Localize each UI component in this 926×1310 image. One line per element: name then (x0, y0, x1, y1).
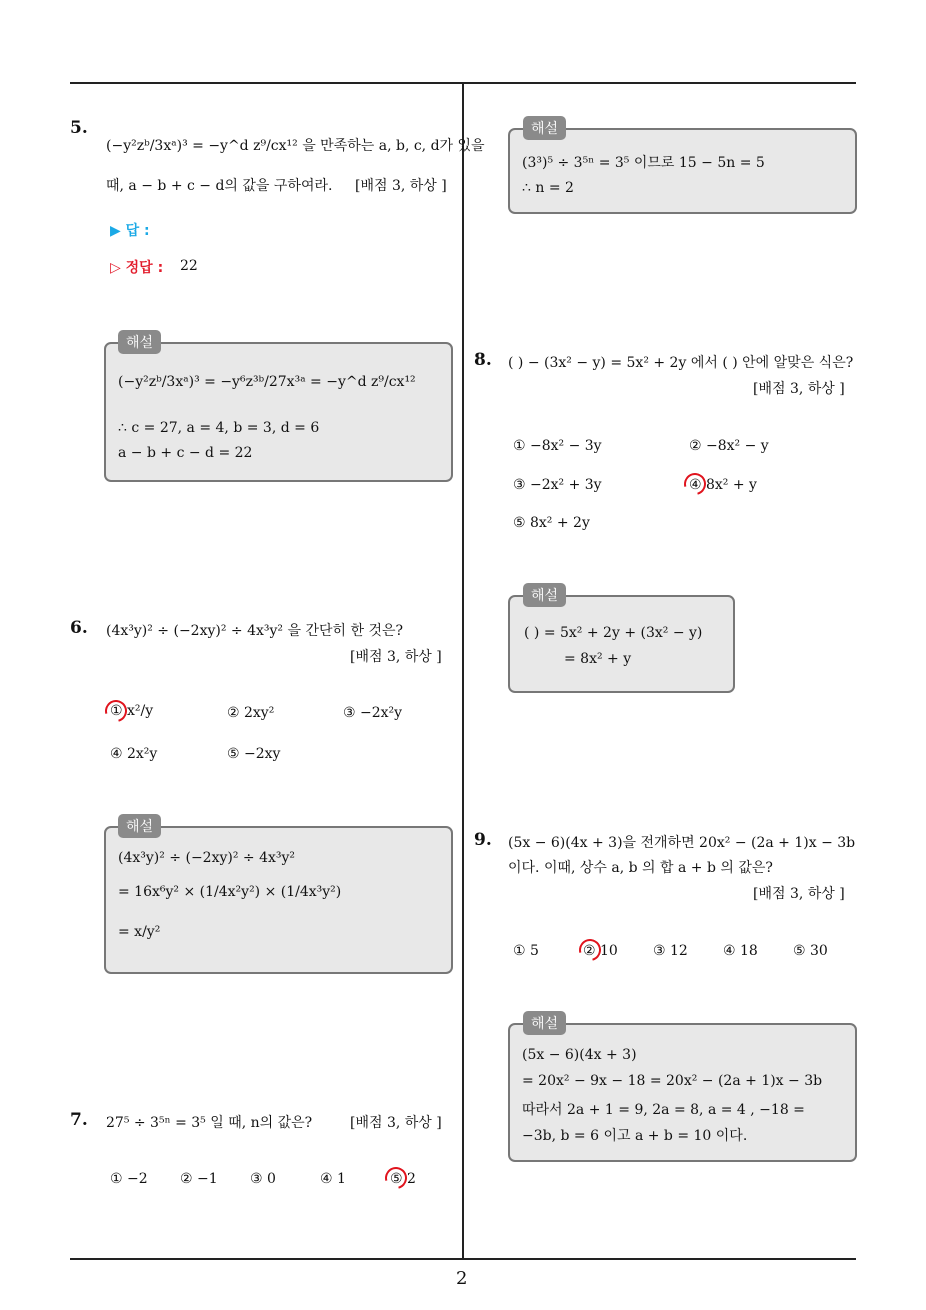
q8-solution-box (508, 595, 735, 693)
q6-sol-line1: (4x³y)² ÷ (−2xy)² ÷ 4x³y² (118, 850, 296, 866)
q9-solution-tag: 해설 (523, 1011, 566, 1035)
q8-choice-2[interactable]: ② −8x² − y (689, 438, 769, 454)
q9-sol-line1: (5x − 6)(4x + 3) (522, 1047, 637, 1063)
q6-choice-4[interactable]: ④ 2x²y (110, 746, 158, 762)
q9-choice-1[interactable]: ① 5 (513, 943, 539, 959)
q9-sol-line2: = 20x² − 9x − 18 = 20x² − (2a + 1)x − 3b (522, 1073, 823, 1089)
q9-choice-5[interactable]: ⑤ 30 (793, 943, 828, 959)
q7-choice-4[interactable]: ④ 1 (320, 1171, 346, 1187)
q8-choice-1[interactable]: ① −8x² − 3y (513, 438, 602, 454)
q6-solution-tag: 해설 (118, 814, 161, 838)
q5-number: 5. (70, 118, 88, 138)
q9-meta: [배점 3, 하상 ] (753, 886, 845, 902)
q6-number: 6. (70, 618, 88, 638)
q9-solution-box (508, 1023, 857, 1162)
q5-meta: [배점 3, 하상 ] (355, 178, 447, 194)
q9-text-line2: 이다. 이때, 상수 a, b 의 합 a + b 의 값은? (508, 860, 773, 876)
q7-meta: [배점 3, 하상 ] (350, 1115, 442, 1131)
q7-selected-mark-icon (381, 1163, 411, 1193)
q7-sol-line2: ∴ n = 2 (522, 180, 574, 196)
q6-choice-3[interactable]: ③ −2x²y (343, 705, 403, 721)
q9-sol-line4: −3b, b = 6 이고 a + b = 10 이다. (522, 1128, 748, 1144)
q7-sol-line1: (3³)⁵ ÷ 3⁵ⁿ = 3⁵ 이므로 15 − 5n = 5 (522, 155, 765, 171)
q6-meta: [배점 3, 하상 ] (350, 649, 442, 665)
q9-choice-3[interactable]: ③ 12 (653, 943, 688, 959)
q9-choice-4[interactable]: ④ 18 (723, 943, 758, 959)
q8-meta: [배점 3, 하상 ] (753, 381, 845, 397)
q5-correct-value: 22 (180, 258, 198, 274)
q7-solution-box (508, 128, 857, 214)
q6-choice-2[interactable]: ② 2xy² (227, 705, 275, 721)
q6-text: (4x³y)² ÷ (−2xy)² ÷ 4x³y² 을 간단히 한 것은? (106, 623, 404, 639)
column-divider (462, 83, 464, 1259)
q8-text: ( ) − (3x² − y) = 5x² + 2y 에서 ( ) 안에 알맞은 식은? (508, 355, 854, 371)
q6-sol-line2: = 16x⁶y² × (1/4x²y²) × (1/4x³y²) (118, 884, 342, 900)
q5-solution-box (104, 342, 453, 482)
q7-choice-5[interactable]: ⑤ 2 (390, 1171, 416, 1187)
q9-selected-mark-icon (575, 935, 605, 965)
q5-answer-label[interactable]: ▶ 답 : (110, 223, 150, 239)
bottom-rule (70, 1258, 856, 1260)
q7-choice-1[interactable]: ① −2 (110, 1171, 148, 1187)
q5-sol-line1: (−y²zᵇ/3xᵃ)³ = −y⁶z³ᵇ/27x³ᵃ = −y^d z⁹/cx¹² (118, 374, 416, 390)
q6-choice-1[interactable]: ① x²/y (110, 703, 154, 719)
q7-number: 7. (70, 1110, 88, 1130)
q6-sol-line3: = x/y² (118, 924, 161, 940)
q8-sol-line2: = 8x² + y (564, 651, 632, 667)
q7-solution-tag: 해설 (523, 116, 566, 140)
q5-text-line1: (−y²zᵇ/3xᵃ)³ = −y^d z⁹/cx¹² 을 만족하는 a, b, c, d가 있을 (106, 138, 485, 154)
q5-correct-label: ▷ 정답 : (110, 260, 164, 276)
q8-number: 8. (474, 350, 492, 370)
q5-sol-line2: ∴ c = 27, a = 4, b = 3, d = 6 (118, 420, 320, 436)
q6-choice-5[interactable]: ⑤ −2xy (227, 746, 281, 762)
q5-text-line2: 때, a − b + c − d의 값을 구하여라. (106, 178, 333, 194)
q7-choice-2[interactable]: ② −1 (180, 1171, 218, 1187)
q8-choice-3[interactable]: ③ −2x² + 3y (513, 477, 602, 493)
q7-text: 27⁵ ÷ 3⁵ⁿ = 3⁵ 일 때, n의 값은? (106, 1115, 313, 1131)
q9-text-line1: (5x − 6)(4x + 3)을 전개하면 20x² − (2a + 1)x − 3b (508, 835, 856, 851)
q6-selected-mark-icon (101, 696, 131, 726)
q9-number: 9. (474, 830, 492, 850)
q7-choice-3[interactable]: ③ 0 (250, 1171, 276, 1187)
page-number: 2 (456, 1268, 468, 1289)
q8-solution-tag: 해설 (523, 583, 566, 607)
q8-choice-5[interactable]: ⑤ 8x² + 2y (513, 515, 590, 531)
q9-choice-2[interactable]: ② 10 (583, 943, 618, 959)
q6-solution-box (104, 826, 453, 974)
q8-selected-mark-icon (680, 469, 710, 499)
q5-sol-line3: a − b + c − d = 22 (118, 445, 253, 461)
q8-sol-line1: ( ) = 5x² + 2y + (3x² − y) (524, 625, 703, 641)
q8-choice-4[interactable]: ④ 8x² + y (689, 477, 757, 493)
q5-solution-tag: 해설 (118, 330, 161, 354)
q9-sol-line3: 따라서 2a + 1 = 9, 2a = 8, a = 4 , −18 = (522, 1102, 805, 1118)
